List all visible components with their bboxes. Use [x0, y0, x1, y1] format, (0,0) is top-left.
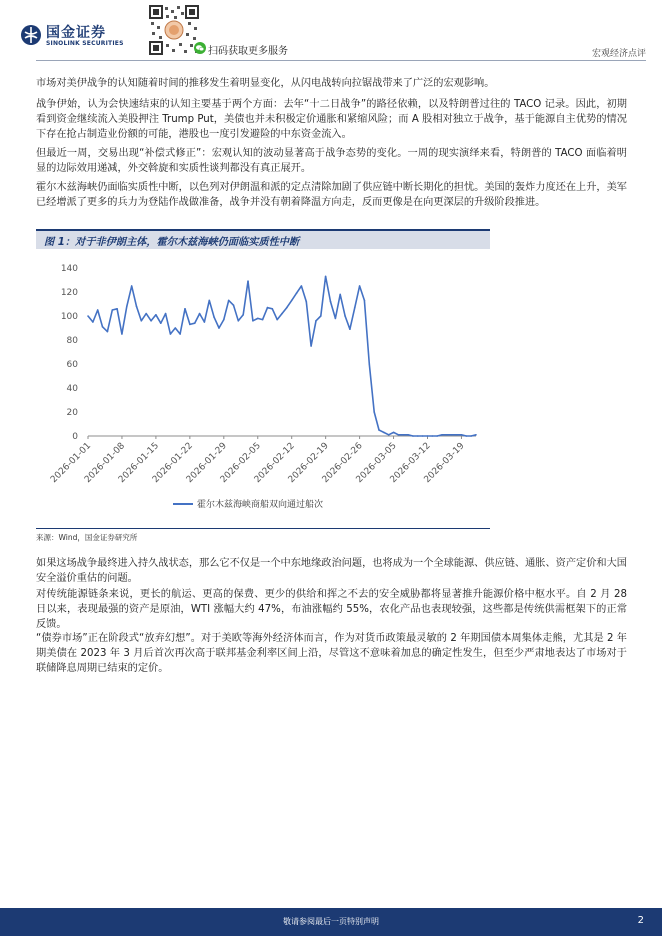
x-tick-label: 2026-02-26	[320, 441, 365, 486]
data-point	[262, 319, 264, 321]
data-point	[475, 434, 477, 436]
data-point	[184, 308, 186, 310]
data-point	[398, 434, 400, 436]
data-point	[233, 304, 235, 306]
data-point	[388, 434, 390, 436]
data-point	[213, 316, 215, 318]
data-point	[393, 432, 395, 434]
data-point	[339, 294, 341, 296]
data-point	[150, 320, 152, 322]
data-point	[131, 285, 133, 287]
data-point	[344, 315, 346, 317]
data-point	[126, 306, 128, 308]
data-point	[228, 300, 230, 302]
x-tick-label: 2026-01-08	[83, 441, 128, 486]
x-tick-label: 2026-02-12	[252, 441, 297, 486]
data-point	[369, 363, 371, 365]
data-point	[121, 333, 123, 335]
paragraph	[36, 631, 627, 676]
x-tick-label: 2026-01-01	[49, 441, 94, 486]
y-axis	[61, 264, 78, 442]
figure-bottom-rule	[36, 528, 490, 529]
logo-mark-icon	[20, 24, 42, 46]
legend-label: 霍尔木兹海峡商船双向通过船次	[197, 500, 324, 510]
data-point	[204, 321, 206, 323]
data-point	[242, 314, 244, 316]
data-point	[441, 434, 443, 436]
x-tick-label: 2026-01-29	[184, 441, 229, 486]
data-point	[189, 324, 191, 326]
data-point	[175, 327, 177, 329]
data-point	[470, 435, 472, 437]
paragraph	[36, 556, 627, 586]
data-point	[427, 435, 429, 437]
data-point	[145, 313, 147, 315]
x-tick-label: 2026-02-05	[218, 441, 263, 486]
data-point	[466, 435, 468, 437]
x-tick-label: 2026-03-05	[354, 441, 399, 486]
report-type-label: 宏观经济点评	[591, 49, 646, 59]
data-point	[456, 434, 458, 436]
data-point	[378, 429, 380, 431]
figure-source: 来源：Wind，国金证券研究所	[36, 533, 138, 542]
x-axis	[49, 436, 467, 485]
logo-english-name: SINOLINK SECURITIES	[46, 40, 124, 47]
data-point	[102, 326, 104, 328]
data-point	[291, 300, 293, 302]
data-point	[116, 308, 118, 310]
data-point	[432, 435, 434, 437]
data-points	[87, 276, 477, 437]
data-point	[305, 301, 307, 303]
data-point	[349, 328, 351, 330]
series-line-hormuz-transits	[88, 276, 476, 436]
data-point	[310, 345, 312, 347]
data-point	[165, 313, 167, 315]
x-tick-label: 2026-02-19	[286, 441, 331, 486]
data-point	[330, 301, 332, 303]
paragraph	[36, 146, 627, 176]
paragraph	[36, 180, 627, 210]
data-point	[364, 300, 366, 302]
x-tick-label: 2026-01-22	[150, 441, 195, 486]
logo-chinese-name: 国金证券	[46, 25, 106, 41]
data-point	[359, 285, 361, 287]
y-tick-label: 140	[60, 264, 78, 274]
data-point	[87, 315, 89, 317]
y-tick-label: 40	[66, 384, 78, 394]
data-point	[325, 276, 327, 278]
data-point	[422, 435, 424, 437]
data-point	[407, 434, 409, 436]
figure-title-bar	[36, 229, 490, 249]
data-point	[194, 322, 196, 324]
data-point	[417, 435, 419, 437]
paragraph	[36, 76, 627, 91]
data-point	[446, 434, 448, 436]
data-point	[451, 434, 453, 436]
data-point	[218, 327, 220, 329]
paragraph-text: 如果这场战争最终进入持久战状态，那么它不仅是一个中东地缘政治问题，也将成为一个全球能源、供应链、通胀、资产定价和大国安全溢价重估的问题。	[36, 558, 627, 584]
y-tick-label: 120	[60, 288, 78, 298]
figure-title: 图 1：对于非伊朗主体，霍尔木兹海峡仍面临实质性中断	[44, 237, 300, 248]
data-point	[276, 319, 278, 321]
data-point	[257, 318, 259, 320]
data-point	[92, 321, 94, 323]
paragraph-text: 市场对美伊战争的认知随着时间的推移发生着明显变化，从闪电战转向拉锯战带来了广泛的宏观影响。	[36, 78, 495, 89]
paragraph	[36, 97, 627, 142]
data-point	[286, 307, 288, 309]
chart-legend	[173, 498, 323, 510]
x-tick-label: 2026-03-19	[422, 441, 467, 486]
paragraph-text: 战争伊始，认为会快速结束的认知主要基于两个方面：去年“十二日战争”的路径依赖，以及特朗普过往的 TACO 记录。因此，初期看到资金继续流入美股押注 Trump Put，美债也并未积极定价通胀和紧缩风险；而 A 股相对独立于战争，基于能源自主优势的情况下存在抢占制造业份额的可能，港股也一度引发避险的中东资金流入。	[36, 99, 627, 140]
y-tick-label: 80	[66, 336, 78, 346]
paragraph-text: “债券市场”正在阶段式“放弃幻想”。对于美欧等海外经济体而言，作为对货币政策最灵敏的 2 年期国债本周集体走熊，尤其是 2 年期美债在 2023 年 3 月后首次再次高于联邦基金利率区间上沿，尽管这不意味着加息的确定性发生，但至少严肃地表达了市场对于联储降息周期已结束的定价。	[36, 633, 627, 674]
data-point	[223, 319, 225, 321]
data-point	[272, 308, 274, 310]
data-point	[335, 318, 337, 320]
data-point	[301, 285, 303, 287]
data-point	[136, 306, 138, 308]
y-tick-label: 0	[72, 432, 78, 442]
data-point	[199, 313, 201, 315]
data-point	[296, 292, 298, 294]
data-point	[170, 333, 172, 335]
page-header	[0, 0, 662, 60]
data-point	[179, 333, 181, 335]
page-number: 2	[637, 915, 644, 926]
data-point	[107, 331, 109, 333]
data-point	[373, 411, 375, 413]
data-point	[252, 320, 254, 322]
x-tick-label: 2026-01-15	[116, 441, 162, 486]
line-chart	[36, 249, 490, 529]
x-tick-label: 2026-03-12	[388, 441, 433, 486]
qr-code-icon[interactable]	[148, 4, 200, 56]
data-point	[247, 280, 249, 282]
paragraph-text: 霍尔木兹海峡仍面临实质性中断，以色列对伊朗温和派的定点清除加剧了供应链中断长期化的担忧。美国的轰炸力度还在上升，美军已经增派了更多的兵力为登陆作战做准备，战争并没有朝着降温方向走，反而更像是在向更深层的升级阶段推进。	[36, 182, 627, 208]
data-point	[141, 320, 143, 322]
data-point	[160, 322, 162, 324]
data-point	[320, 315, 322, 317]
company-logo	[20, 22, 130, 52]
data-point	[461, 434, 463, 436]
data-point	[315, 320, 317, 322]
data-point	[412, 435, 414, 437]
paragraph-text: 但最近一周，交易出现“补偿式修正”：宏观认知的波动显著高于战争态势的变化。一周的现实演绎来看，特朗普的 TACO 面临着明显的边际效用递减，外交斡旋和实质性谈判都没有真正展开。	[36, 148, 627, 174]
footer-disclaimer: 敬请参阅最后一页特别声明	[283, 917, 379, 926]
data-point	[267, 307, 269, 309]
data-point	[155, 314, 157, 316]
data-point	[281, 313, 283, 315]
page-footer	[0, 908, 662, 936]
paragraph	[36, 587, 627, 632]
paragraph-text: 对传统能源链条来说，更长的航运、更高的保费、更少的供给和挥之不去的安全威胁都将显著推升能源价格中枢水平。自 2 月 28 日以来，表现最强的资产是原油，WTI 涨幅大约 47%，布油涨幅约 55%，农化产品也表现较强，这些都是传统供需框架下的正常反馈。	[36, 589, 627, 630]
data-point	[402, 434, 404, 436]
y-tick-label: 60	[66, 360, 78, 370]
data-point	[436, 435, 438, 437]
data-point	[208, 300, 210, 302]
scan-for-services-text: 扫码获取更多服务	[208, 46, 288, 57]
y-tick-label: 20	[66, 408, 78, 418]
header-divider	[36, 60, 646, 61]
data-point	[238, 320, 240, 322]
wechat-icon	[194, 42, 206, 54]
data-point	[111, 309, 113, 311]
data-point	[383, 432, 385, 434]
y-tick-label: 100	[60, 312, 78, 322]
data-point	[354, 307, 356, 309]
data-point	[97, 309, 99, 311]
